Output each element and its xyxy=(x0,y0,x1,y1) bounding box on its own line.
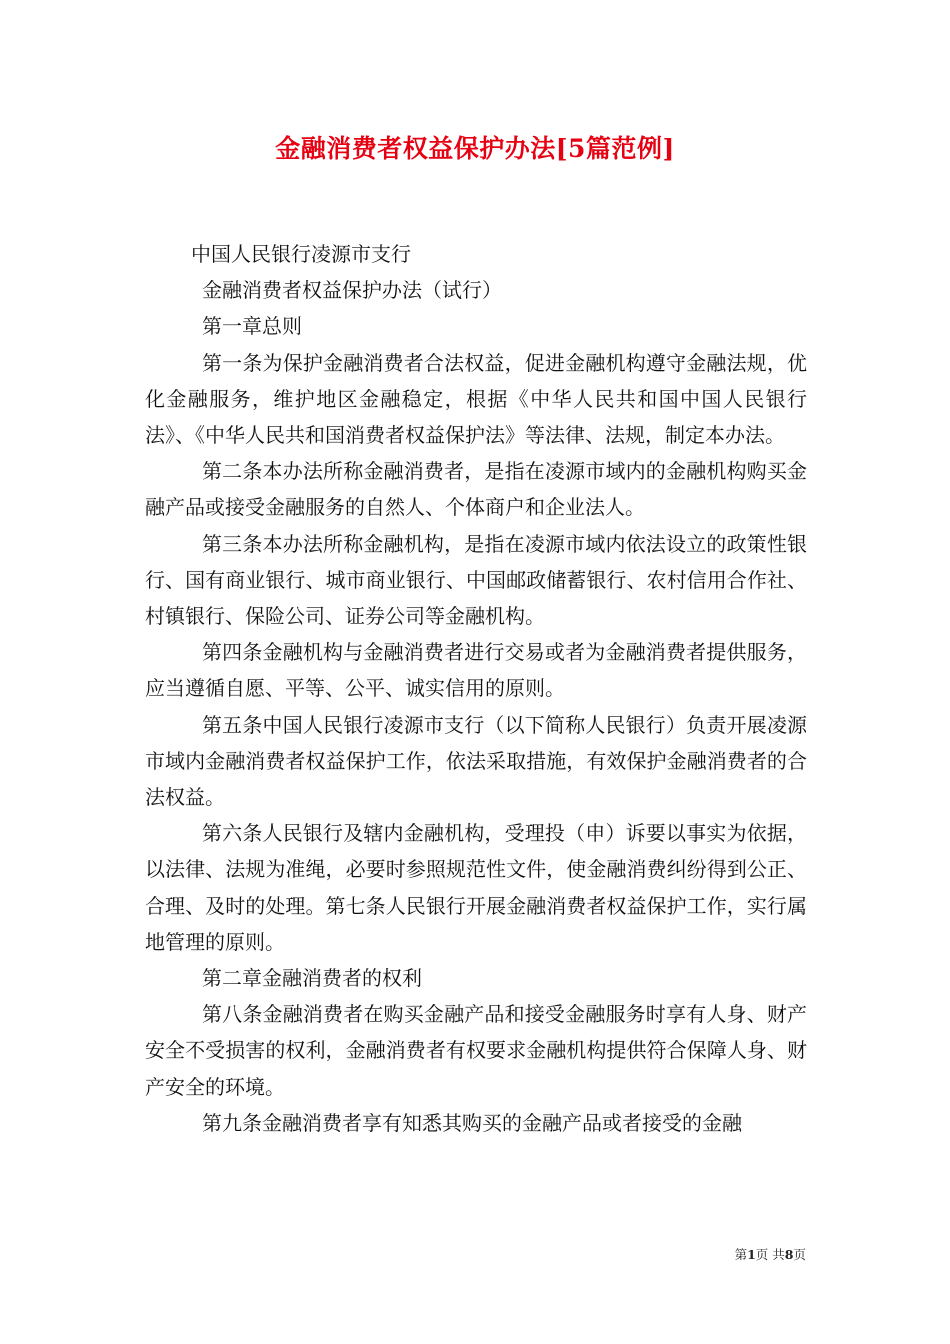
paragraph-subtitle: 金融消费者权益保护办法（试行） xyxy=(202,278,502,303)
paragraph-issuer: 中国人民银行凌源市支行 xyxy=(191,242,411,266)
article-6-7: 第六条人民银行及辖内金融机构，受理投（申）诉要以事实为依据，以法律、法规为准绳，必要时参照规范性文件，使金融消费纠纷得到公正、合理、及时的处理。第七条人民银行开展金融消费者权益保护工作，实行属地管理的原则。 xyxy=(145,821,807,954)
footer-middle: 页 共 xyxy=(755,1247,785,1262)
article-8: 第八条金融消费者在购买金融产品和接受金融服务时享有人身、财产安全不受损害的权利，金融消费者有权要求金融机构提供符合保障人身、财产安全的环境。 xyxy=(145,1002,807,1099)
footer-prefix: 第 xyxy=(734,1247,748,1262)
chapter-heading-2: 第二章金融消费者的权利 xyxy=(202,966,422,991)
article-5: 第五条中国人民银行凌源市支行（以下简称人民银行）负责开展凌源市域内金融消费者权益保护工作，依法采取措施，有效保护金融消费者的合法权益。 xyxy=(145,712,807,810)
article-4: 第四条金融机构与金融消费者进行交易或者为金融消费者提供服务，应当遵循自愿、平等、公平、诚实信用的原则。 xyxy=(145,640,807,701)
article-9: 第九条金融消费者享有知悉其购买的金融产品或者接受的金融 xyxy=(202,1110,742,1135)
article-2: 第二条本办法所称金融消费者，是指在凌源市域内的金融机构购买金融产品或接受金融服务的自然人、个体商户和企业法人。 xyxy=(145,459,807,520)
article-1: 第一条为保护金融消费者合法权益，促进金融机构遵守金融法规，优化金融服务，维护地区金融稳定，根据《中华人民共和国中国人民银行法》、《中华人民共和国消费者权益保护法》等法律、法规，制定本办法。 xyxy=(145,350,807,448)
footer-suffix: 页 xyxy=(793,1247,806,1262)
document-title: 金融消费者权益保护办法[5篇范例] xyxy=(275,134,675,163)
footer-page-number: 1 xyxy=(747,1247,756,1262)
chapter-heading-1: 第一章总则 xyxy=(202,314,302,339)
page-footer xyxy=(735,1247,806,1263)
footer-total-pages: 8 xyxy=(784,1247,794,1262)
document-body xyxy=(145,236,807,1141)
article-3: 第三条本办法所称金融机构，是指在凌源市域内依法设立的政策性银行、国有商业银行、城市商业银行、中国邮政储蓄银行、农村信用合作社、村镇银行、保险公司、证券公司等金融机构。 xyxy=(145,531,807,629)
